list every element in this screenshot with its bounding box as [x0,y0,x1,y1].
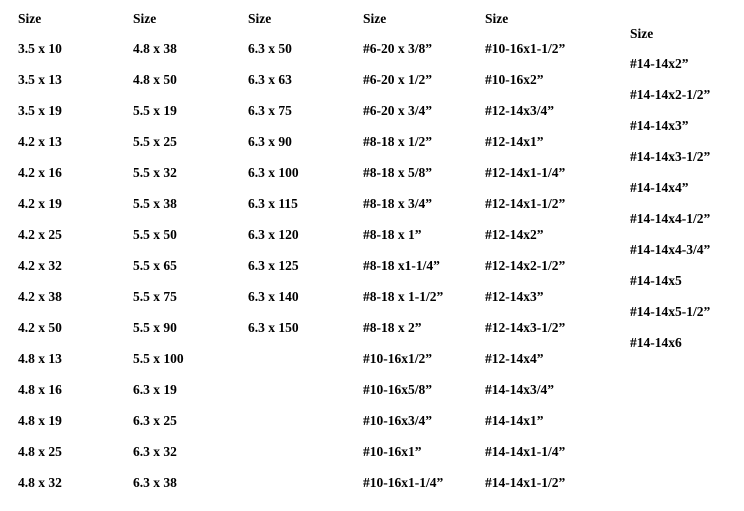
table-cell: 4.8 x 32 [18,475,62,490]
table-cell: #6-20 x 1/2” [363,72,432,87]
table-cell: #8-18 x 2” [363,320,422,335]
table-cell: #10-16x1/2” [363,351,432,366]
table-cell: 5.5 x 90 [133,320,177,335]
table-cell: 4.2 x 13 [18,134,62,149]
table-cell: #10-16x1-1/2” [485,41,566,56]
table-cell: 5.5 x 100 [133,351,184,366]
table-cell: 4.2 x 19 [18,196,62,211]
table-cell: 5.5 x 75 [133,289,177,304]
table-cell: 5.5 x 65 [133,258,177,273]
table-cell: #10-16x3/4” [363,413,432,428]
table-cell: #14-14x3/4” [485,382,554,397]
table-cell: 4.2 x 50 [18,320,62,335]
table-cell: 6.3 x 25 [133,413,177,428]
table-cell: #12-14x3” [485,289,544,304]
table-cell: 5.5 x 50 [133,227,177,242]
table-cell: 4.8 x 50 [133,72,177,87]
table-cell: #12-14x1-1/2” [485,196,566,211]
table-cell: 5.5 x 38 [133,196,177,211]
table-cell: 4.2 x 25 [18,227,62,242]
table-cell: #12-14x2-1/2” [485,258,566,273]
table-cell: 6.3 x 125 [248,258,299,273]
table-cell: #8-18 x 1” [363,227,422,242]
table-cell: 6.3 x 75 [248,103,292,118]
table-cell: 3.5 x 19 [18,103,62,118]
table-cell: #10-16x1-1/4” [363,475,444,490]
table-cell: 6.3 x 120 [248,227,299,242]
table-cell: #12-14x2” [485,227,544,242]
table-cell: #6-20 x 3/8” [363,41,432,56]
table-cell: #14-14x5 [630,273,682,288]
table-cell: 4.8 x 38 [133,41,177,56]
table-cell: #12-14x4” [485,351,544,366]
table-cell: #12-14x3-1/2” [485,320,566,335]
table-cell: 4.8 x 19 [18,413,62,428]
table-cell: 6.3 x 63 [248,72,292,87]
table-cell: #14-14x1” [485,413,544,428]
table-cell: 6.3 x 100 [248,165,299,180]
table-cell: #12-14x1-1/4” [485,165,566,180]
table-cell: 6.3 x 32 [133,444,177,459]
table-cell: #14-14x2-1/2” [630,87,711,102]
table-cell: #8-18 x 3/4” [363,196,432,211]
table-cell: #14-14x3” [630,118,689,133]
table-cell: 3.5 x 13 [18,72,62,87]
table-cell: #10-16x2” [485,72,544,87]
table-cell: #14-14x6 [630,335,682,350]
table-cell: 4.8 x 16 [18,382,62,397]
table-cell: 4.2 x 16 [18,165,62,180]
table-cell: 4.2 x 32 [18,258,62,273]
table-cell: #8-18 x 5/8” [363,165,432,180]
table-cell: #8-18 x 1-1/2” [363,289,444,304]
table-cell: #14-14x1-1/4” [485,444,566,459]
table-cell: 4.2 x 38 [18,289,62,304]
column-header: Size [630,26,654,41]
table-cell: #10-16x1” [363,444,422,459]
table-cell: 5.5 x 19 [133,103,177,118]
table-cell: 6.3 x 90 [248,134,292,149]
table-cell: #8-18 x1-1/4” [363,258,440,273]
column-header: Size [485,11,509,26]
table-cell: 6.3 x 38 [133,475,177,490]
table-cell: 6.3 x 19 [133,382,177,397]
table-cell: #12-14x3/4” [485,103,554,118]
table-cell: 5.5 x 32 [133,165,177,180]
table-cell: #14-14x5-1/2” [630,304,711,319]
table-cell: 3.5 x 10 [18,41,62,56]
table-cell: #8-18 x 1/2” [363,134,432,149]
table-cell: 5.5 x 25 [133,134,177,149]
table-cell: #14-14x4-1/2” [630,211,711,226]
table-cell: #14-14x3-1/2” [630,149,711,164]
table-cell: 4.8 x 13 [18,351,62,366]
table-cell: 6.3 x 115 [248,196,298,211]
table-cell: #12-14x1” [485,134,544,149]
column-header: Size [133,11,157,26]
table-cell: #14-14x4-3/4” [630,242,711,257]
table-cell: #14-14x2” [630,56,689,71]
table-cell: #14-14x1-1/2” [485,475,566,490]
table-cell: #10-16x5/8” [363,382,432,397]
table-cell: #6-20 x 3/4” [363,103,432,118]
table-cell: 6.3 x 50 [248,41,292,56]
table-cell: #14-14x4” [630,180,689,195]
column-header: Size [248,11,272,26]
table-cell: 4.8 x 25 [18,444,62,459]
table-cell: 6.3 x 140 [248,289,299,304]
column-header: Size [363,11,387,26]
table-cell: 6.3 x 150 [248,320,299,335]
column-header: Size [18,11,42,26]
